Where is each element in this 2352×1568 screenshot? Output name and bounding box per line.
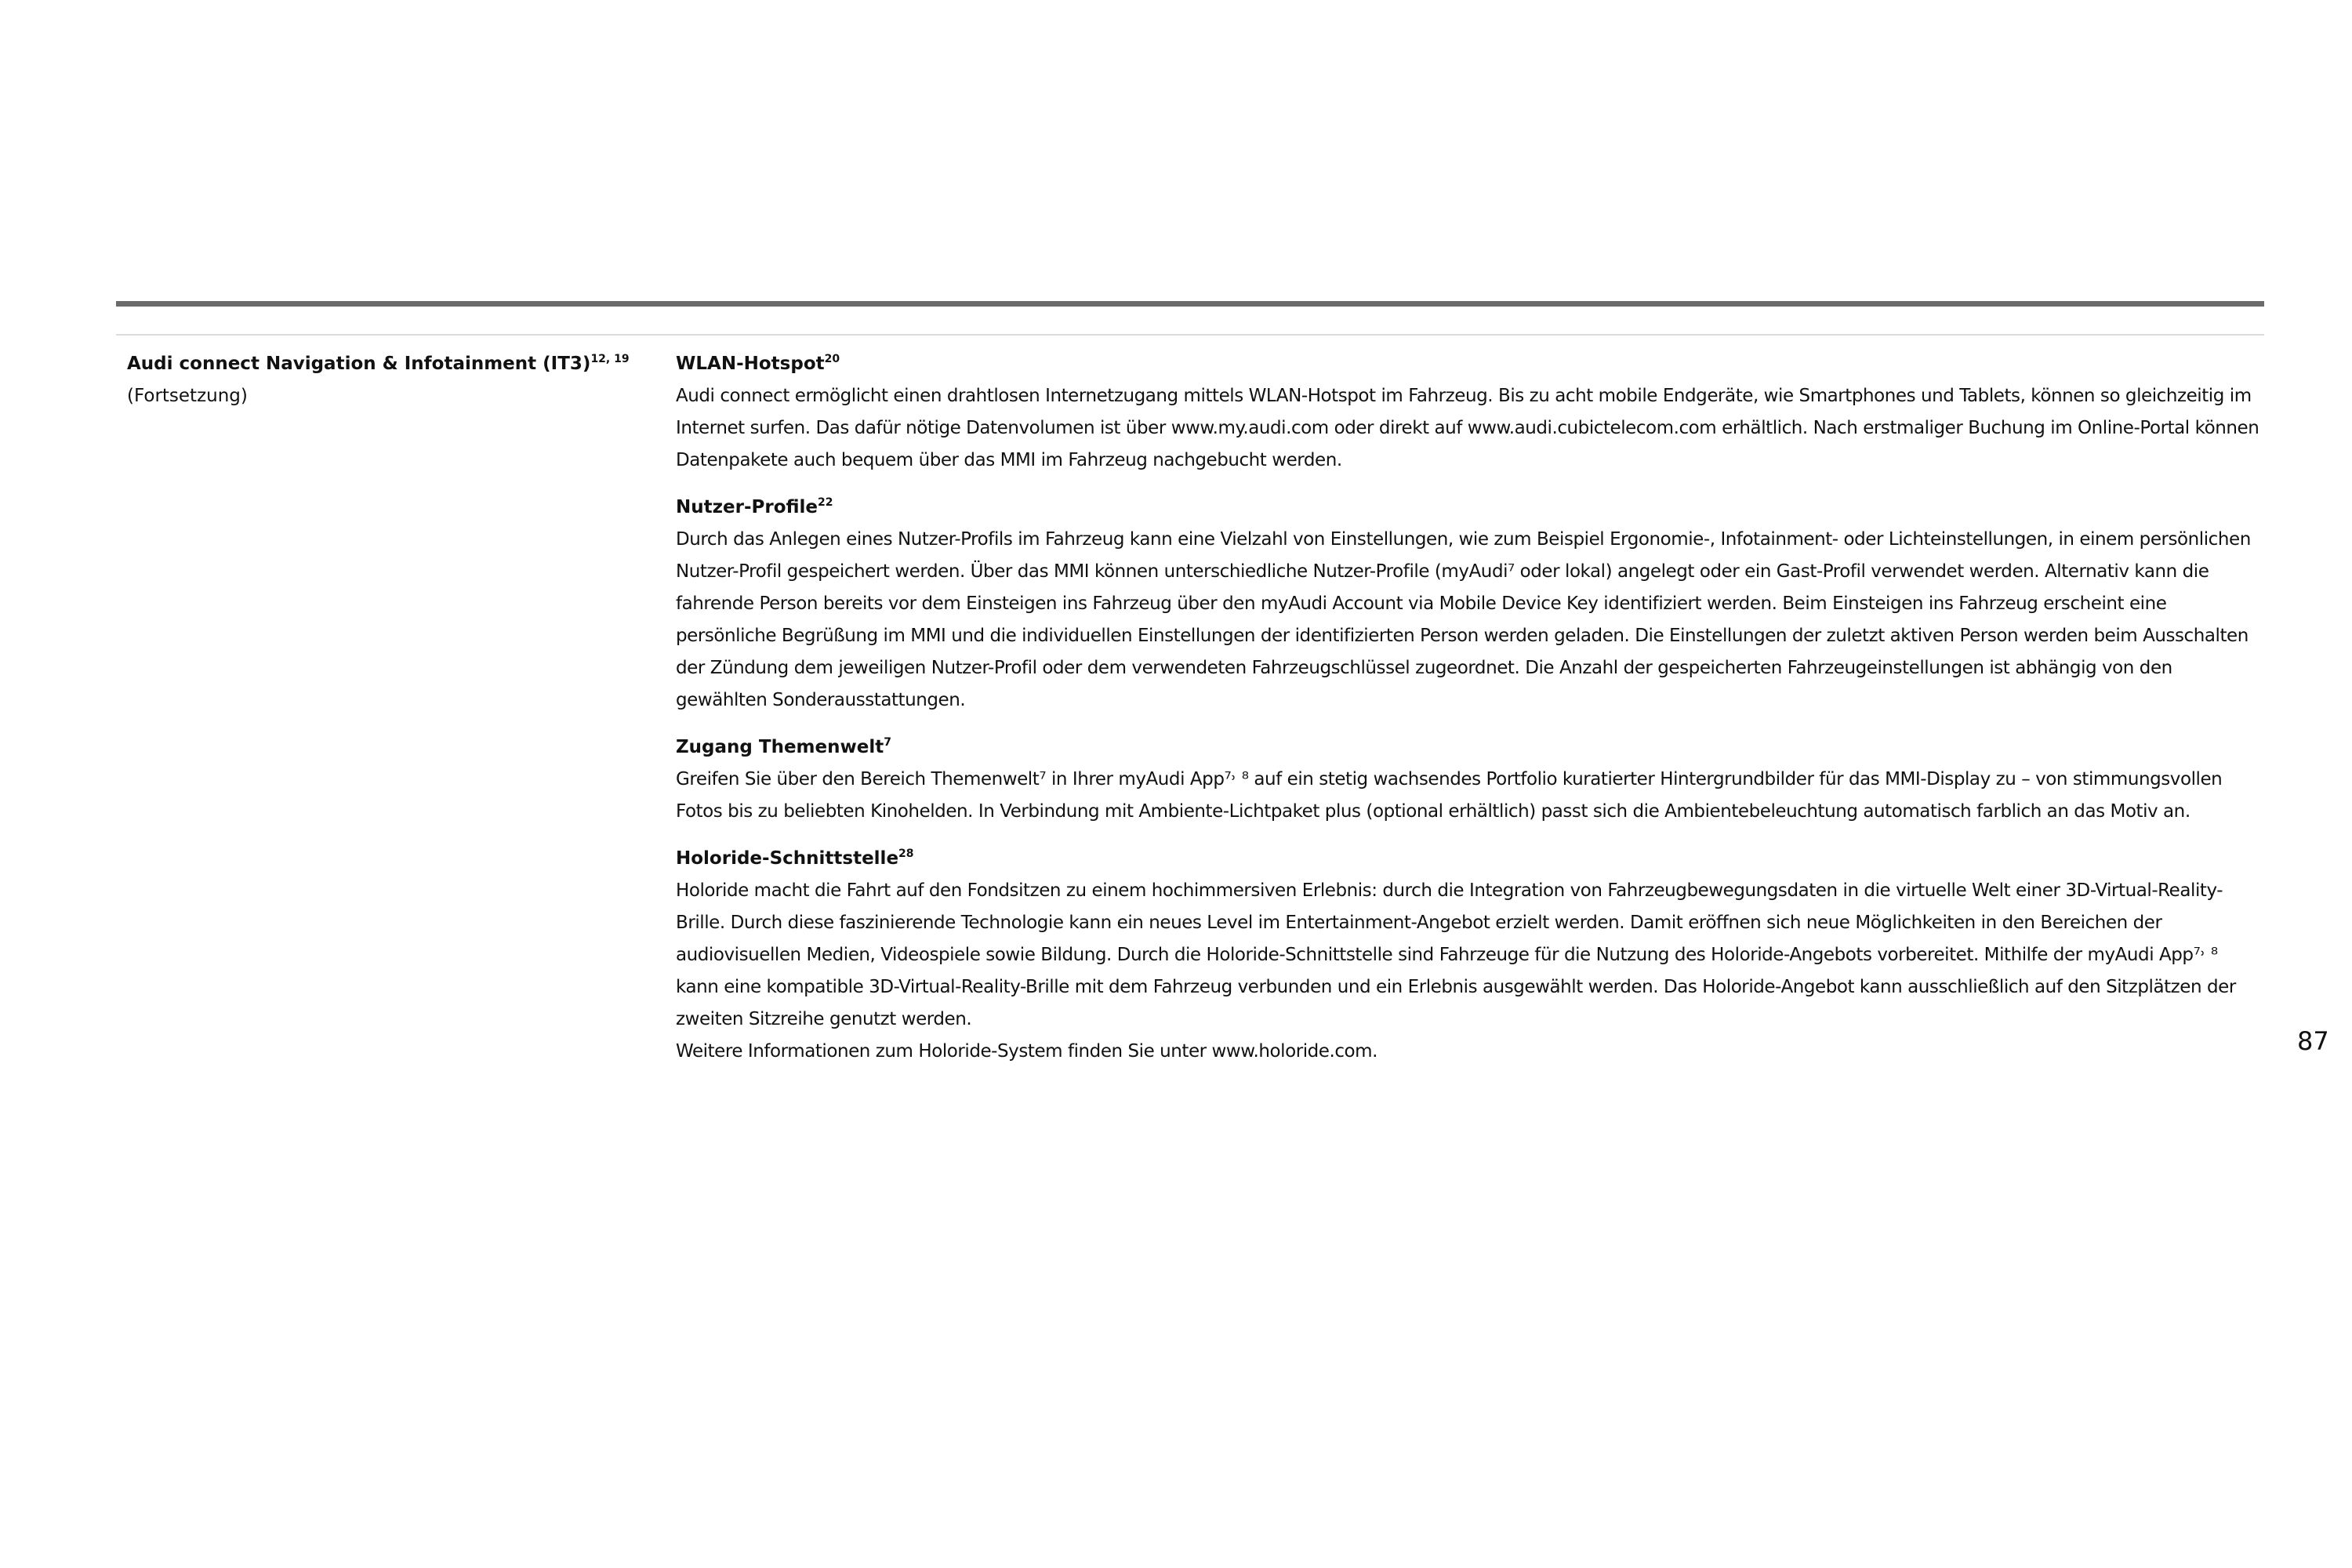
feature-descriptions — [676, 348, 2263, 1068]
section-title-footnote: 28 — [898, 847, 914, 860]
section-title-text: Zugang Themenwelt — [676, 737, 884, 757]
section-zugang-themenwelt — [676, 731, 2263, 828]
section-title-footnote: 7 — [884, 735, 891, 749]
section-title-text: Holoride-Schnittstelle — [676, 848, 899, 869]
section-title — [676, 348, 2263, 380]
row-heading-text: Audi connect Navigation & Infotainment (IT3) — [127, 354, 591, 374]
section-divider — [116, 334, 2264, 336]
header-rule — [116, 301, 2264, 307]
row-heading-footnote: 12, 19 — [590, 352, 630, 365]
section-title — [676, 843, 2263, 875]
section-paragraph: Holoride macht die Fahrt auf den Fondsitzen zu einem hochimmersiven Erlebnis: durch die Integration von Fahrzeugbewegungsdaten in die virtuelle Welt einer 3D-Virtual-Reality-Brille. Durch diese faszinierende Technologie kann ein neues Level im Entertainment-Angebot erzielt werden. Damit eröffnen sich neue Möglichkeiten in den Bereichen der audiovisuellen Medien, Videospiele sowie Bildung. Durch die Holoride-Schnittstelle sind Fahrzeuge für die Nutzung des Holoride-Angebots vorbereitet. Mithilfe der myAudi App⁷˒ ⁸ kann eine kompatible 3D-Virtual-Reality-Brille mit dem Fahrzeug verbunden und ein Erlebnis ausgewählt werden. Das Holoride-Angebot kann ausschließlich auf den Sitzplätzen der zweiten Sitzreihe genutzt werden. — [676, 880, 2236, 1029]
row-label — [127, 348, 660, 412]
continuation-note: (Fortsetzung) — [127, 386, 248, 406]
section-holoride-schnittstelle — [676, 843, 2263, 1068]
section-paragraph-link-note: Weitere Informationen zum Holoride-System finden Sie unter www.holoride.com. — [676, 1041, 1377, 1062]
section-paragraph: Audi connect ermöglicht einen drahtlosen Internetzugang mittels WLAN-Hotspot im Fahrzeug. Bis zu acht mobile Endgeräte, wie Smartphones und Tablets, können so gleichzeitig im Internet surfen. Das dafür nötige Datenvolumen ist über www.my.audi.com oder direkt auf www.audi.cubictelecom.com erhältlich. Nach erstmaliger Buchung im Online-Portal können Datenpakete auch bequem über das MMI im Fahrzeug nachgebucht werden. — [676, 386, 2259, 470]
section-paragraph: Greifen Sie über den Bereich Themenwelt⁷ in Ihrer myAudi App⁷˒ ⁸ auf ein stetig wachsendes Portfolio kuratierter Hintergrundbilder für das MMI-Display zu – von stimmungsvollen Fotos bis zu beliebten Kinohelden. In Verbindung mit Ambiente-Lichtpaket plus (optional erhältlich) passt sich die Ambientebeleuchtung automatisch farblich an das Motiv an. — [676, 769, 2223, 822]
section-title-footnote: 22 — [818, 495, 833, 509]
section-title — [676, 492, 2263, 524]
section-wlan-hotspot — [676, 348, 2263, 477]
section-title-text: Nutzer-Profile — [676, 497, 818, 517]
section-title — [676, 731, 2263, 764]
row-heading — [127, 348, 660, 380]
section-nutzer-profile — [676, 492, 2263, 717]
section-title-text: WLAN-Hotspot — [676, 354, 825, 374]
section-paragraph: Durch das Anlegen eines Nutzer-Profils im Fahrzeug kann eine Vielzahl von Einstellungen, wie zum Beispiel Ergonomie-, Infotainment- oder Lichteinstellungen, in einem persönlichen Nutzer-Profil gespeichert werden. Über das MMI können unterschiedliche Nutzer-Profile (myAudi⁷ oder lokal) angelegt oder ein Gast-Profil verwendet werden. Alternativ kann die fahrende Person bereits vor dem Einsteigen ins Fahrzeug über den myAudi Account via Mobile Device Key identifiziert werden. Beim Einsteigen ins Fahrzeug erscheint eine persönliche Begrüßung im MMI und die individuellen Einstellungen der identifizierten Person werden geladen. Die Einstellungen der zuletzt aktiven Person werden beim Ausschalten der Zündung dem jeweiligen Nutzer-Profil oder dem verwendeten Fahrzeugschlüssel zugeordnet. Die Anzahl der gespeicherten Fahrzeugeinstellungen ist abhängig von den gewählten Sonderausstattungen. — [676, 529, 2251, 710]
section-title-footnote: 20 — [824, 352, 840, 365]
page-number: 87 — [2297, 1026, 2329, 1056]
